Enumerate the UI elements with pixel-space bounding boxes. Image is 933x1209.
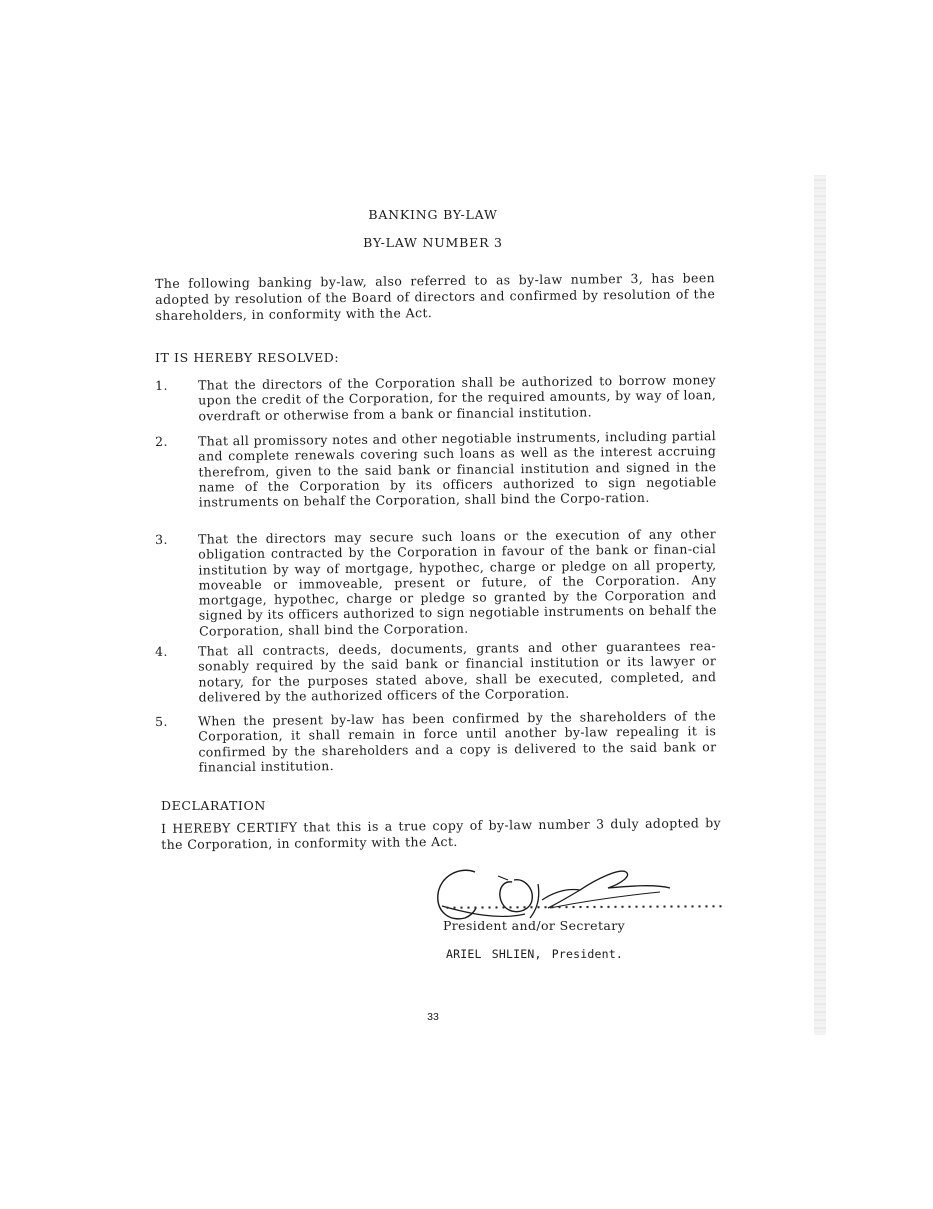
item-number: 3. xyxy=(155,531,168,547)
item-number: 4. xyxy=(155,643,168,659)
document-title: BANKING BY-LAW xyxy=(368,207,498,222)
item-text: When the present by-law has been confirmed by the shareholders of the Corporation, it shall remain in force until another by-law repealing it is confirmed by the shareholders and a copy is delivered to the said bank or financial institution. xyxy=(197,708,717,775)
declaration-heading: DECLARATION xyxy=(161,798,266,813)
item-text: That the directors may secure such loans or the execution of any other obligation contracted by the Corporation in favour of the bank or finan-cial institution by way of mortgage, hypothec, charge or pledge on all property, moveable or immoveable, present or future, of the Corporation. Any mortgage, hypothec, charge or pledge so granted by the Corporation and signed by its officers authorized to sign negotiable instruments on behalf the Corporation, shall bind the Corporation. xyxy=(197,526,717,639)
certification-text: I HEREBY CERTIFY that this is a true copy of by-law number 3 duly adopted by the Corporation, in conformity with the Act. xyxy=(161,815,722,852)
item-text: That the directors of the Corporation shall be authorized to borrow money upon the credit of the Corporation, for the required amounts, by way of loan, overdraft or otherwise from a bank or financial institution. xyxy=(197,372,717,424)
item-number: 2. xyxy=(155,433,168,449)
page-number: 33 xyxy=(427,1011,439,1023)
resolution-item xyxy=(155,526,730,639)
resolution-item xyxy=(155,638,730,705)
resolution-item xyxy=(155,372,730,424)
document-subtitle: BY-LAW NUMBER 3 xyxy=(363,235,503,250)
item-number: 1. xyxy=(155,377,168,393)
intro-paragraph: The following banking by-law, also referred to as by-law number 3, has been adopted by resolution of the Board of directors and confirmed by resolution of the shareholders, in conformity with the Act. xyxy=(155,270,716,323)
signatory-name: ARIEL SHLIEN, President. xyxy=(446,947,623,961)
signature-line xyxy=(444,904,722,909)
signature-role: President and/or Secretary xyxy=(443,918,626,933)
item-number: 5. xyxy=(155,713,168,729)
scan-edge-artifact xyxy=(814,175,826,1035)
resolution-item xyxy=(155,428,730,510)
item-text: That all contracts, deeds, documents, grants and other guarantees rea-sonably required by the said bank or financial institution or its lawyer or notary, for the purposes stated above, shall be executed, completed, and delivered by the authorized officers of the Corporation. xyxy=(197,638,717,705)
resolution-item xyxy=(155,708,730,775)
item-text: That all promissory notes and other negotiable instruments, including partial and complete renewals covering such loans as well as the interest accruing therefrom, given to the said bank or financial institution and signed in the name of the Corporation by its officers authorized to sign negotiable instruments on behalf the Corporation, shall bind the Corpo-ration. xyxy=(197,428,717,510)
resolved-heading: IT IS HEREBY RESOLVED: xyxy=(155,350,340,365)
